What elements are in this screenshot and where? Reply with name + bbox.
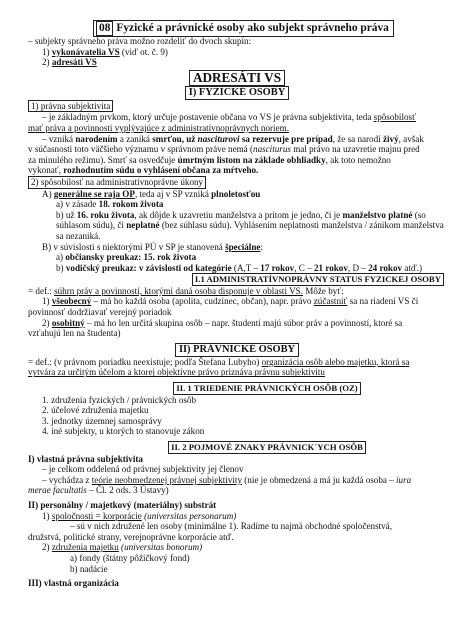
text-line: vykonať, rozhodnutím súdu o vyhlásení občana za mŕtveho. (28, 165, 259, 176)
intro-item-1: 1) vykonávatelia VS (viď ot. č. 9) (42, 46, 168, 57)
list-item: 4. iné subjekty, u ktorých to stanovuje zákon (42, 426, 205, 437)
text-line: = def.: súhrn práv a povinností, ktorými daná osoba disponuje v oblasti VS. Môže byť: (28, 285, 344, 296)
label-pravna-subjektivita: 1) právna subjektivita (28, 100, 446, 113)
section-heading-adresati: ADRESÁTI VS (28, 68, 446, 86)
label-sposobilost: 2) spôsobilosť na administratívnoprávne úkony (28, 176, 446, 189)
text-line: II) personálny / majetkový (materiálny) substrát (28, 499, 217, 510)
text-line: merae facultatis – Čl. 2 ods. 3 Ústavy) (28, 485, 169, 496)
text-line: 1) spoločnosti = korporácie (universitas personarum) (42, 510, 237, 521)
text-line: 1) všeobecný – má ho každá osoba (apolita, cudzinec, občan), napr. právo zúčastniť sa na riadení VS či (42, 296, 419, 307)
text-line: = def.: (v právnom poriadku neexistuje; podľa Štefana Lubyho) organizácia osôb alebo majetku, ktorá sa (28, 356, 410, 367)
list-item: 3. jednotky územnej samosprávy (42, 415, 162, 426)
list-item: 2. účelové združenia majetku (42, 405, 149, 416)
text-line: – vzniká narodením a zaniká smrťou, už nasciturovi sa rezervuje pre prípad, že sa narodí živý, avšak (42, 133, 424, 144)
list-item: a) fondy (štátny pôžičkový fond) (70, 552, 190, 563)
text-line: – je celkom oddelená od právnej subjektivity jej členov (42, 464, 244, 475)
text-line: povinnosť dodržiavať verejný poriadok (28, 307, 172, 318)
text-line: a) v zásade 18. rokom života (56, 199, 164, 210)
text-line: 2) osobitný – má ho len určitá skupina osôb – napr. študenti majú súbor práv a povinností, ktoré sa (42, 317, 403, 328)
text-line: družstvá, politické strany, verejnoprávne korporácie atď. (28, 531, 234, 542)
box-admin-status: I.1 ADMINISTRATÍVNOPRÁVNY STATUS FYZICKEJ OSOBY (28, 273, 446, 286)
text-line: v súčasnosti toto väčšieho významu v správnom práve nemá (nasciturus mal právo na uzavretie majnu pred (28, 144, 420, 155)
text-line: vzťahujú len na študenta) (28, 328, 121, 339)
section-subheading-fyzicke: I) FYZICKÉ OSOBY (28, 86, 446, 100)
text-line: za minulého režimu). Smrť sa osvedčuje úmrtným listom na základe obhliadky, ak toto nemožno (28, 154, 391, 165)
intro-item-2: 2) adresáti VS (42, 57, 97, 68)
text-line: – sú v nich združené len osoby (minimálne 1). Radíme tu najmä obchodné spoločenstvá, (70, 521, 392, 532)
text-line: 2) združenia majetku (universitas bonorum) (42, 542, 203, 553)
question-number: 08 (96, 21, 113, 36)
section-heading-pravnicke: II) PRÁVNICKÉ OSOBY (28, 343, 446, 357)
text-line: mať práva a povinnosti vyplývajúce z administratívnoprávnych noriem. (28, 122, 289, 133)
text-line: – je základným prvkom, ktorý určuje postavenie občana vo VS je právna subjektivita, teda spôsobilosť (42, 112, 416, 123)
text-line: b) vodičský preukaz: v závislosti od kategórie (A,T – 17 rokov, C – 21 rokov, D – 24 rokov atď.) (56, 262, 423, 273)
list-item: b) nadácie (70, 563, 108, 574)
text-line: vytvára za určitým účelom a ktorej objektívne právo priznáva právnu subjektivitu (28, 367, 325, 378)
intro-text: – subjekty správneho práva možno rozdeliť do dvoch skupín: (28, 36, 252, 46)
title-box (93, 20, 394, 37)
title-line (28, 20, 446, 33)
text-line: – vychádza z teórie neobmedzenej právnej subjektivity (nie je obmedzená a má ju každá osoba – iura (42, 474, 412, 485)
text-line: A) generálne se raja OP, teda aj v SP vzniká plnoletosťou (42, 188, 261, 199)
text-line: III) vlastná organizácia (28, 578, 119, 589)
list-item: 1. združenia fyzických / právnických osôb (42, 394, 197, 405)
text-line: B) v súvislosti s niektorými PÚ v SP je stanovená špeciálne: (42, 241, 263, 252)
text-line: sa nezaniká. (56, 230, 101, 241)
box-triedenie: II. 1 TRIEDENIE PRÁVNICKÝCH OSÔB (OZ) (28, 382, 446, 395)
text-line: I) vlastná právna subjektivita (28, 453, 143, 464)
text-line: b) už 16. roku života, ak dôjde k uzavretiu manželstva a pritom je jedno, či je manželstvo platné (so (56, 209, 426, 220)
text-line: a) občiansky preukaz: 15. rok života (56, 252, 197, 263)
text-line: súhlasom súdu), či neplatné (bez súhlasu súdu). Vyhlásením neplatnosti manželstva / zánikom manželstva (56, 220, 444, 231)
box-pojmove-znaky: II. 2 POJMOVÉ ZNAKY PRÁVNICK´YCH OSÔB (28, 441, 446, 454)
page-title: Fyzické a právnické osoby ako subjekt správneho práva (116, 22, 389, 34)
